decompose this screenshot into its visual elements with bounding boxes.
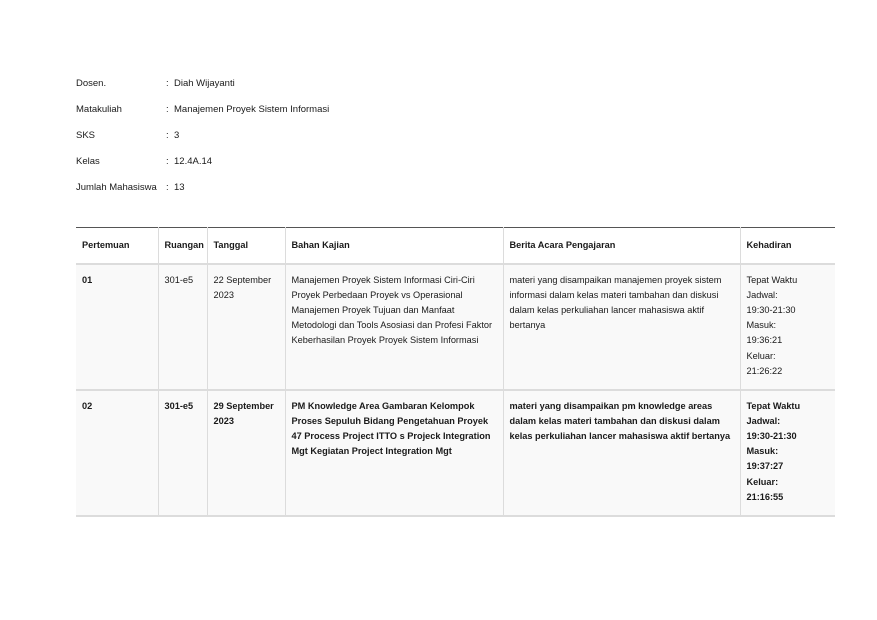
- kehadiran-jadwal-label: Jadwal:: [746, 289, 778, 300]
- kehadiran-masuk-value: 19:36:21: [746, 335, 783, 346]
- info-value: 12.4A.14: [174, 156, 213, 167]
- info-label: Dosen.: [76, 78, 107, 89]
- header-ruangan: Ruangan: [158, 228, 207, 264]
- header-pertemuan: Pertemuan: [76, 228, 158, 264]
- attendance-table: [76, 227, 835, 517]
- kehadiran-keluar-value: 21:26:22: [746, 365, 783, 376]
- kehadiran-jadwal-value: 19:30-21:30: [746, 304, 796, 315]
- table-row: [76, 264, 835, 390]
- info-label: SKS: [76, 130, 96, 141]
- info-row-dosen: [76, 78, 329, 104]
- header-bahan-kajian: Bahan Kajian: [285, 228, 503, 264]
- info-label: Kelas: [76, 156, 100, 167]
- info-label: Jumlah Mahasiswa: [76, 182, 157, 193]
- table-header-row: [76, 228, 835, 264]
- course-info: [76, 78, 329, 208]
- cell-kehadiran: [740, 390, 835, 516]
- info-label: Matakuliah: [76, 104, 122, 115]
- cell-berita-acara: materi yang disampaikan manajemen proyek sistem informasi dalam kelas materi tambahan dan diskusi dalam kelas perkuliahan lancer mahasiswa aktif bertanya: [503, 264, 740, 390]
- info-value: 3: [174, 130, 180, 141]
- info-row-sks: [76, 130, 329, 156]
- header-tanggal: Tanggal: [207, 228, 285, 264]
- info-row-matakuliah: [76, 104, 329, 130]
- table-row: [76, 390, 835, 516]
- kehadiran-status: Tepat Waktu: [746, 274, 798, 285]
- cell-berita-acara: materi yang disampaikan pm knowledge areas dalam kelas materi tambahan dan diskusi dalam kelas perkuliahan lancer mahasiswa aktif bertanya: [503, 390, 740, 516]
- cell-pertemuan: 01: [76, 264, 158, 390]
- kehadiran-jadwal-value: 19:30-21:30: [746, 430, 797, 441]
- header-berita-acara: Berita Acara Pengajaran: [503, 228, 740, 264]
- info-row-jumlah-mahasiswa: [76, 182, 329, 208]
- cell-kehadiran: [740, 264, 835, 390]
- cell-pertemuan: 02: [76, 390, 158, 516]
- kehadiran-status: Tepat Waktu: [746, 400, 801, 411]
- info-separator: :: [166, 130, 169, 141]
- kehadiran-keluar-label: Keluar:: [746, 350, 776, 361]
- kehadiran-masuk-label: Masuk:: [746, 320, 777, 331]
- cell-ruangan: 301-e5: [158, 390, 207, 516]
- cell-tanggal: 29 September 2023: [207, 390, 285, 516]
- cell-bahan-kajian: Manajemen Proyek Sistem Informasi Ciri-Ciri Proyek Perbedaan Proyek vs Operasional Manajemen Proyek Tujuan dan Manfaat Metodologi dan Tools Asosiasi dan Profesi Faktor Keberhasilan Proyek Proyek Sistem Informasi: [285, 264, 503, 390]
- header-kehadiran: Kehadiran: [746, 240, 792, 251]
- info-separator: :: [166, 104, 169, 115]
- kehadiran-jadwal-label: Jadwal:: [746, 415, 781, 426]
- info-value: Manajemen Proyek Sistem Informasi: [174, 104, 330, 115]
- info-value: 13: [174, 182, 185, 193]
- info-value: Diah Wijayanti: [174, 78, 235, 89]
- cell-ruangan: 301-e5: [158, 264, 207, 390]
- cell-tanggal: 22 September 2023: [207, 264, 285, 390]
- kehadiran-masuk-value: 19:37:27: [746, 461, 784, 472]
- info-separator: :: [166, 78, 169, 89]
- kehadiran-masuk-label: Masuk:: [746, 446, 779, 457]
- cell-bahan-kajian: PM Knowledge Area Gambaran Kelompok Proses Sepuluh Bidang Pengetahuan Proyek 47 Process Project ITTO s Projeck Integration Mgt Kegiatan Project Integration Mgt: [285, 390, 503, 516]
- kehadiran-keluar-label: Keluar:: [746, 476, 779, 487]
- info-separator: :: [166, 156, 169, 167]
- kehadiran-keluar-value: 21:16:55: [746, 491, 784, 502]
- info-row-kelas: [76, 156, 329, 182]
- info-separator: :: [166, 182, 169, 193]
